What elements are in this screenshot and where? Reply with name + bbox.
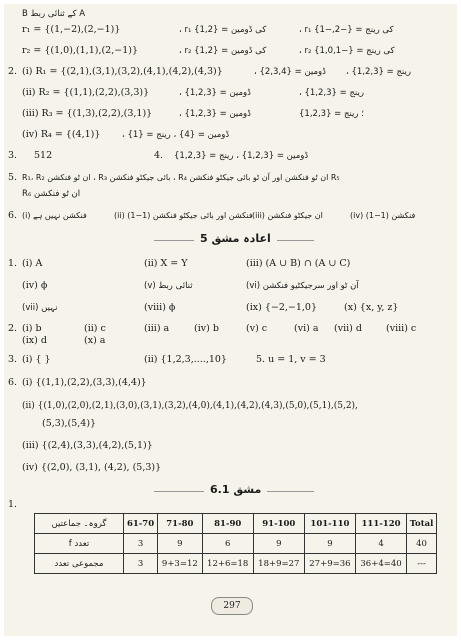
r1-i: (i) A (22, 258, 43, 269)
r2-iv: (iv) b (194, 323, 219, 334)
r2-range: ، r₂ کی رینج = {−1,0,1} (299, 46, 395, 56)
table-header-cell: 91-100 (253, 514, 304, 534)
r6-ii-a: (ii) {(1,0),(2,0),(2,1),(3,0),(3,1),(3,2),(4,0),(4,1),(4,2),(4,3),(5,0),(5,1),(5,2), (22, 401, 358, 411)
table-cell: 18+9=27 (253, 554, 304, 574)
r1-number: 1. (8, 258, 18, 269)
exercise-6-1-heading: مشق 6.1 (204, 483, 267, 496)
r1-vi: (vi) آن ٹو اور سرجیکٹیو فنکشن (246, 281, 359, 291)
r1-domain: ، r₁ کی ڈومین = {1,2} (179, 25, 267, 35)
r1-range: ، r₁ کی رینج = {−2,−1} (299, 25, 394, 35)
table-header-cell: 101-110 (304, 514, 355, 534)
q2-i: (i) R₁ = {(2,1),(3,1),(3,2),(4,1),(4,2),(4,3)} (22, 66, 223, 77)
r2-vii: (vii) d (334, 323, 362, 334)
r2-x: (x) a (84, 335, 106, 346)
q2-iii-range: ؛ رینج = {1,2,3} (299, 109, 364, 119)
page-number: 297 (211, 597, 253, 615)
q2-iv: (iv) R₄ = {(4,1)} (22, 129, 101, 140)
q3-number: 3. (8, 150, 18, 161)
r2-set: r₂ = {(1,0),(1,1),(2,−1)} (22, 45, 138, 56)
table-cell: 9 (253, 534, 304, 554)
q4-answer: ڈومین = {1,2,3} ، رینج = {1,2,3} (174, 151, 309, 161)
q2-ii-domain: ، ڈومین = {1,2,3} (179, 88, 251, 98)
r1-set: r₁ = {(1,−2),(2,−1)} (22, 24, 121, 35)
table-header-cell: 71-80 (158, 514, 203, 534)
q4-number: 4. (154, 150, 164, 161)
r1-ii: (ii) X = Y (144, 258, 188, 269)
table-header-cell: گروہ۔ جماعتیں (35, 514, 124, 534)
relation-heading: B کے ثنائی ربط A (22, 9, 86, 19)
table-header-cell: Total (407, 514, 437, 534)
r2-viii: (viii) c (386, 323, 417, 334)
q2-iv-rest: ، ڈومین = {4} ، رینج = {1} (122, 130, 230, 140)
table-row (35, 554, 437, 574)
r1-vii: (vii) نہیں (22, 303, 58, 313)
r6-iii: (iii) {(2,4),(3,3),(4,2),(5,1)} (22, 440, 153, 451)
table-header-cell: 61-70 (124, 514, 158, 534)
table-cell: مجموعی تعدد (35, 554, 124, 574)
r5-answer: 5. u = 1, v = 3 (256, 354, 326, 365)
r6-i: (i) {(1,1),(2,2),(3,3),(4,4)} (22, 377, 147, 388)
q5-line2: R₆ ان ٹو فنکشن (22, 189, 81, 199)
r1-v: (v) ثنائی ربط (144, 281, 193, 291)
table-cell: 3 (124, 554, 158, 574)
q2-iii-domain: ، ڈومین = {1,2,3} (179, 109, 251, 119)
r3-i: (i) { } (22, 354, 51, 365)
r1-iii: (iii) (A ∪ B) ∩ (A ∪ C) (246, 258, 351, 269)
r3-ii: (ii) {1,2,3,....,10} (144, 354, 227, 365)
q6-i: (i) فنکشن نہیں ہے (22, 211, 87, 220)
table-cell: f تعدد (35, 534, 124, 554)
q2-ii-range: ، رینج = {1,2,3} (299, 88, 364, 98)
table-cell: 12+6=18 (202, 554, 253, 574)
table-cell: 9 (304, 534, 355, 554)
table-cell: 3 (124, 534, 158, 554)
r1-ix: (ix) {−2,−1,0} (246, 302, 318, 313)
table-cell: --- (407, 554, 437, 574)
q6-ii: (ii) (1−1) فنکشن اور بائی جیکٹو فنکشن (114, 211, 253, 220)
review-exercise-5-heading: اعادہ مشق 5 (194, 232, 277, 245)
answer-page (4, 4, 457, 636)
table-cell: 9+3=12 (158, 554, 203, 574)
table-header-cell: 111-120 (355, 514, 406, 534)
table-cell: 9 (158, 534, 203, 554)
r3-number: 3. (8, 354, 18, 365)
r2-ix: (ix) d (22, 335, 47, 346)
r6-iv: (iv) {(2,0), (3,1), (4,2), (5,3)} (22, 462, 162, 473)
table-cell: 4 (355, 534, 406, 554)
q2-iii: (iii) R₃ = {(1,3),(2,2),(3,1)} (22, 108, 153, 119)
q2-i-range: ، رینج = {1,2,3} (346, 67, 411, 77)
r2-domain: ، r₂ کی ڈومین = {1,2} (179, 46, 267, 56)
r2-v: (v) c (246, 323, 268, 334)
q5-number: 5. (8, 172, 18, 183)
q2-i-domain: ، ڈومین = {2,3,4} (254, 67, 326, 77)
r1-viii: (viii) ϕ (144, 302, 176, 313)
r2-vi: (vi) a (294, 323, 319, 334)
frequency-table (34, 513, 437, 574)
q1-label: 1. (8, 499, 18, 510)
table-cell: 6 (202, 534, 253, 554)
table-cell: 36+4=40 (355, 554, 406, 574)
table-header-cell: 81-90 (202, 514, 253, 534)
r1-x: (x) {x, y, z} (344, 302, 399, 313)
r6-number: 6. (8, 377, 18, 388)
q2-number: 2. (8, 66, 18, 77)
q2-ii: (ii) R₂ = {(1,1),(2,2),(3,3)} (22, 87, 150, 98)
table-cell: 27+9=36 (304, 554, 355, 574)
table-row (35, 514, 437, 534)
q6-iii: (iii) ان جیکٹو فنکشن (252, 211, 323, 220)
table-row (35, 534, 437, 554)
q6-number: 6. (8, 210, 18, 221)
q6-iv: (iv) (1−1) فنکشن (350, 211, 416, 220)
q3-answer: 512 (34, 150, 53, 161)
r1-iv: (iv) ϕ (22, 280, 48, 291)
r2-i: (i) b (22, 323, 42, 334)
r6-ii-b: (5,3),(5,4)} (42, 418, 97, 429)
r2-iii: (iii) a (144, 323, 170, 334)
table-cell: 40 (407, 534, 437, 554)
q5-line1: R₁، R₂ ان ٹو فنکشن ، R₃ بائی جیکٹو فنکشن ، R₄ ان ٹو فنکشن اور آن ٹو بائی جیکٹو فنکشن R₅ (22, 173, 340, 182)
r2-ii: (ii) c (84, 323, 106, 334)
r2-number: 2. (8, 323, 18, 334)
